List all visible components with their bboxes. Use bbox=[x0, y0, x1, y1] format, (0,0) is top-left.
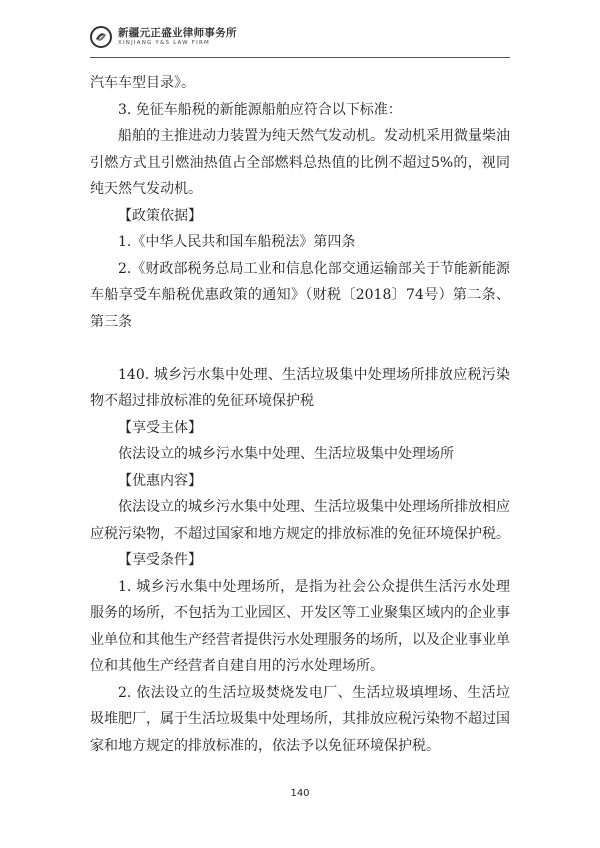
paragraph: 【政策依据】 bbox=[118, 207, 202, 224]
firm-logo-icon bbox=[90, 26, 112, 48]
paragraph: 140. 城乡污水集中处理、生活垃圾集中处理场所排放应税污染物不超过排放标准的免征环境保护税 bbox=[90, 366, 510, 409]
letterhead bbox=[90, 24, 237, 50]
document-body bbox=[90, 70, 510, 759]
paragraph: 3. 免征车船税的新能源船舶应符合以下标准： bbox=[118, 101, 402, 118]
paragraph: 【享受条件】 bbox=[118, 552, 202, 568]
paragraph: 依法设立的城乡污水集中处理、生活垃圾集中处理场所排放相应应税污染物，不超过国家和地方规定的排放标准的免征环境保护税。 bbox=[90, 499, 510, 542]
paragraph: 汽车车型目录》。 bbox=[90, 75, 195, 91]
header-divider bbox=[90, 57, 510, 58]
firm-name-block bbox=[118, 27, 237, 47]
firm-name-cn: 新疆元正盛业律师事务所 bbox=[118, 27, 237, 39]
paragraph: 【优惠内容】 bbox=[118, 472, 202, 489]
paragraph: 依法设立的城乡污水集中处理、生活垃圾集中处理场所 bbox=[118, 446, 454, 462]
page-number: 140 bbox=[290, 788, 310, 799]
paragraph: 船舶的主推进动力装置为纯天然气发动机。发动机采用微量柴油引燃方式且引燃油热值占全部燃料总热值的比例不超过5%的，视同纯天然气发动机。 bbox=[90, 128, 510, 197]
paragraph: 2. 依法设立的生活垃圾焚烧发电厂、生活垃圾填埋场、生活垃圾堆肥厂，属于生活垃圾集中处理场所，其排放应税污染物不超过国家和地方规定的排放标准的，依法予以免征环境保护税。 bbox=[90, 684, 510, 754]
firm-name-en: XINJIANG Y&S LAW FIRM bbox=[118, 40, 210, 46]
paragraph: 【享受主体】 bbox=[118, 419, 202, 436]
paragraph: 2.《财政部税务总局工业和信息化部交通运输部关于节能新能源车船享受车船税优惠政策的通知》（财税〔2018〕74号）第二条、第三条 bbox=[90, 260, 510, 330]
paragraph-spacer bbox=[90, 335, 510, 362]
paragraph: 1.《中华人民共和国车船税法》第四条 bbox=[118, 234, 356, 250]
paragraph: 1. 城乡污水集中处理场所，是指为社会公众提供生活污水处理服务的场所，不包括为工业园区、开发区等工业聚集区域内的企业事业单位和其他生产经营者提供污水处理服务的场所，以及企业事业单位和其他生产经营者自建自用的污水处理场所。 bbox=[90, 578, 510, 674]
